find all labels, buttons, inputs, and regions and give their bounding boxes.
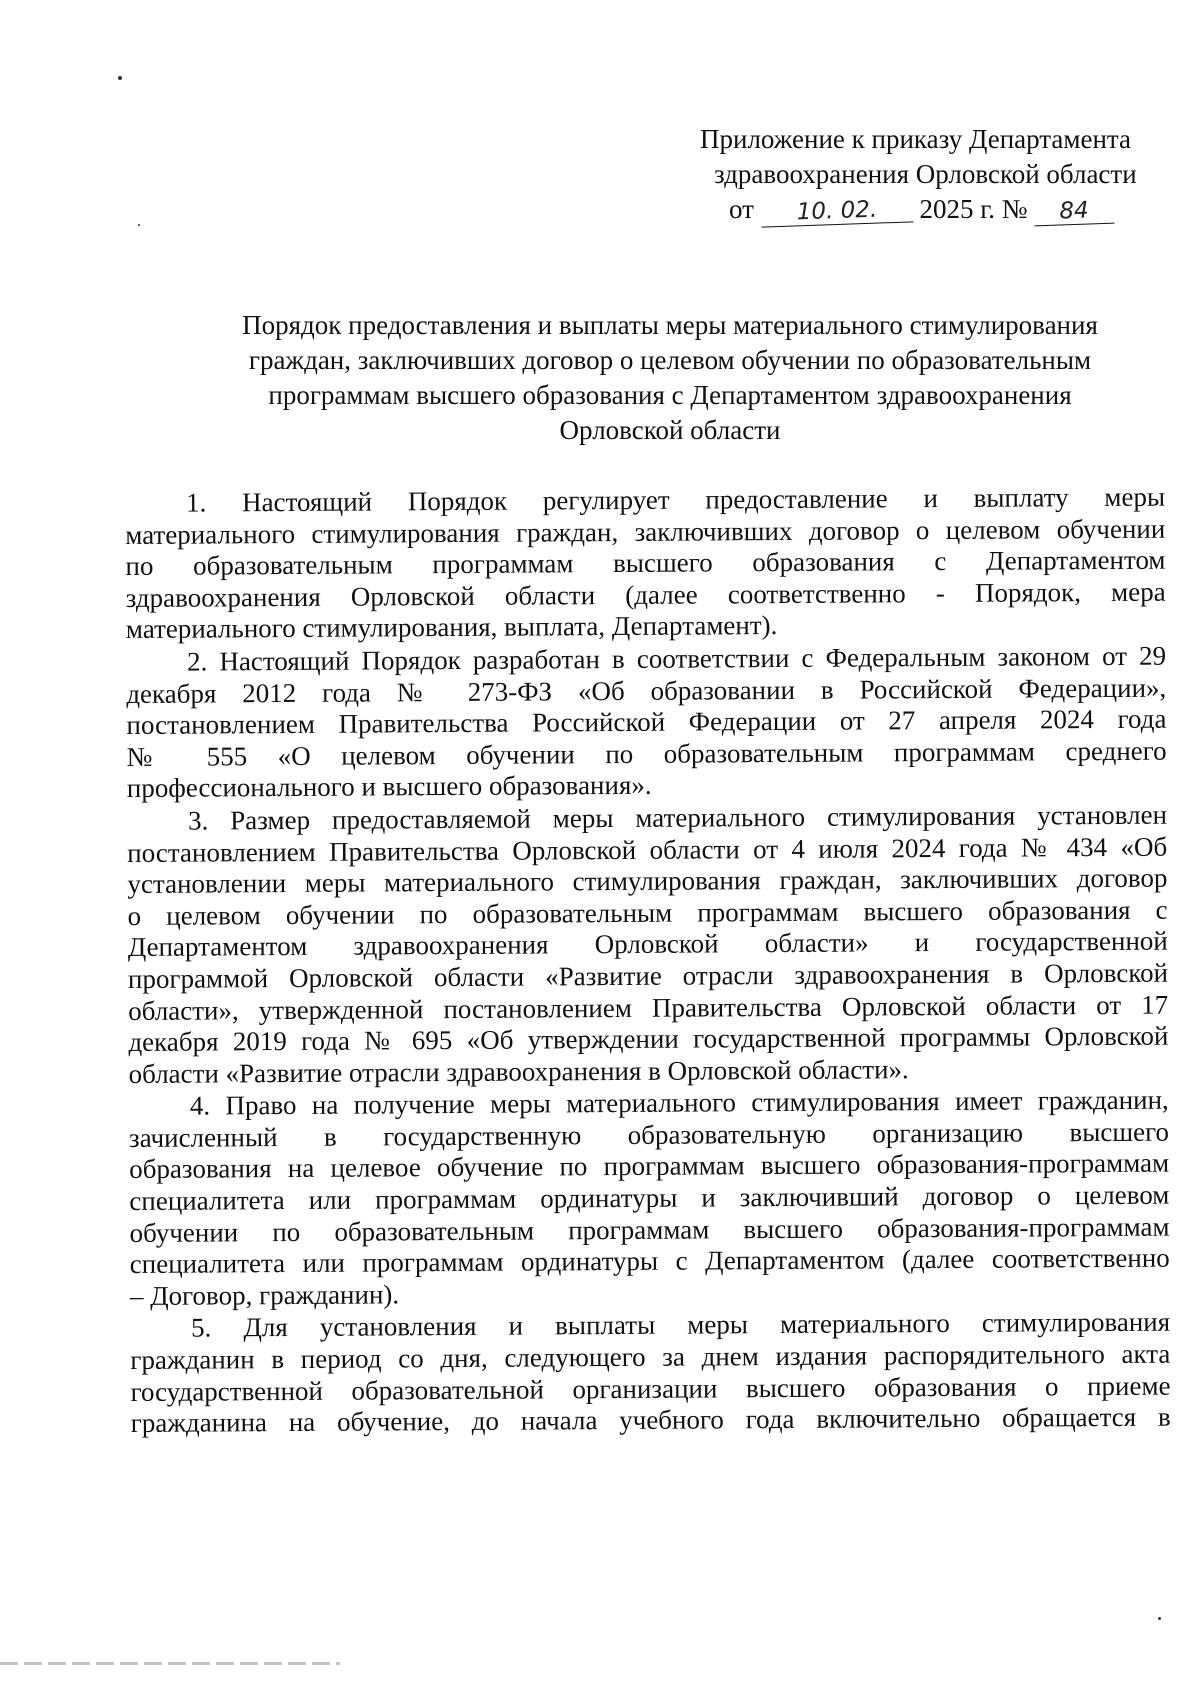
header-line-1: Приложение к приказу Департамента [700,124,1132,154]
paragraph-1 [125,482,1166,646]
document-title [195,308,1145,448]
paragraph-3 [127,800,1169,1091]
paragraph-line: Департаментом здравоохранения Орловской области» и государственной [127,925,1168,963]
paragraph-line: 5. Для установления и выплаты меры материального стимулирования [191,1307,1171,1344]
paragraph-line: профессионального и высшего образования». [126,770,652,804]
appendix-header [700,122,1170,227]
paragraph-line: материального стимулирования, выплата, Департамент). [125,610,778,645]
paragraph-line: материального стимулирования граждан, заключивших договор о целевом обучении [125,513,1166,550]
paragraph-line: специалитета или программам ординатуры и заключивший договор о целевом [129,1179,1170,1217]
title-line: граждан, заключивших договор о целевом обучении по образовательным [248,345,1092,375]
paragraph-line: о целевом обучении по образовательным программам высшего образования с [127,894,1168,931]
paragraph-2 [126,641,1167,805]
paragraph-line: № 555 «О целевом обучении по образовательным программам среднего [126,735,1167,772]
paragraph-line: постановлением Правительства Российской Федерации от 27 апреля 2024 года [126,703,1167,741]
scan-artifact-strip [0,1662,340,1665]
paragraph-line: по образовательным программам высшего образования с Департаментом [125,544,1166,582]
handwritten-order-number: 84 [1034,197,1115,227]
document-body [125,482,1171,1441]
paragraph-4 [129,1085,1170,1313]
paragraph-line: 4. Право на получение меры материального стимулирования имеет гражданин, [189,1084,1169,1121]
handwritten-date: 10. 02. [760,195,913,227]
paragraph-line: 1. Настоящий Порядок регулирует предоставление и выплату меры [185,481,1166,518]
title-line: Орловской области [559,415,781,445]
title-line: программам высшего образования с Департаментом здравоохранения [268,380,1072,410]
paragraph-line: специалитета или программам ординатуры с Департаментом (далее соответственно [129,1242,1170,1280]
paragraph-line: гражданина на обучение, до начала учебного года включительно обращается в [130,1401,1171,1439]
paragraph-line: 3. Размер предоставляемой меры материального стимулирования установлен [187,799,1168,836]
paragraph-line: обучении по образовательным программам высшего образования-программам [129,1211,1170,1248]
paragraph-line: декабря 2012 года № 273-ФЗ «Об образовании в Российской Федерации», [126,672,1167,709]
paragraph-line: гражданин в период со дня, следующего за днем издания распорядительного акта [130,1338,1171,1376]
scan-speck [1158,1617,1161,1620]
paragraph-line: здравоохранения Орловской области (далее соответственно - Порядок, мера [125,576,1166,613]
paragraph-line: – Договор, гражданин). [129,1279,400,1311]
paragraph-line: зачисленный в государственную образовательную организацию высшего [128,1116,1170,1153]
paragraph-line: установлении меры материального стимулирования граждан, заключивших договор [127,862,1168,900]
scan-speck [118,76,122,80]
scan-speck [138,224,140,226]
year-label: 2025 г. № [919,194,1028,224]
paragraph-line: постановлением Правительства Орловской области от 4 июля 2024 года № 434 «Об [127,831,1168,868]
paragraph-5 [130,1307,1171,1440]
paragraph-line: области «Развитие отрасли здравоохранения в Орловской области». [128,1053,909,1089]
paragraph-line: декабря 2019 года № 695 «Об утверждении государственной программы Орловской [128,1020,1169,1058]
paragraph-line: образования на целевое обучение по программам высшего образования-программам [129,1148,1170,1185]
header-date-number-line [700,192,1170,227]
paragraph-line: государственной образовательной организации высшего образования о приеме [130,1370,1171,1407]
paragraph-line: программой Орловской области «Развитие отрасли здравоохранения в Орловской [127,957,1169,994]
from-label: от [729,194,754,224]
header-line-2: здравоохранения Орловской области [714,159,1137,189]
paragraph-line: 2. Настоящий Порядок разработан в соответствии с Федеральным законом от 29 [186,640,1167,677]
title-line: Порядок предоставления и выплаты меры материального стимулирования [242,310,1098,340]
paragraph-line: области», утвержденной постановлением Правительства Орловской области от 17 [128,989,1169,1026]
